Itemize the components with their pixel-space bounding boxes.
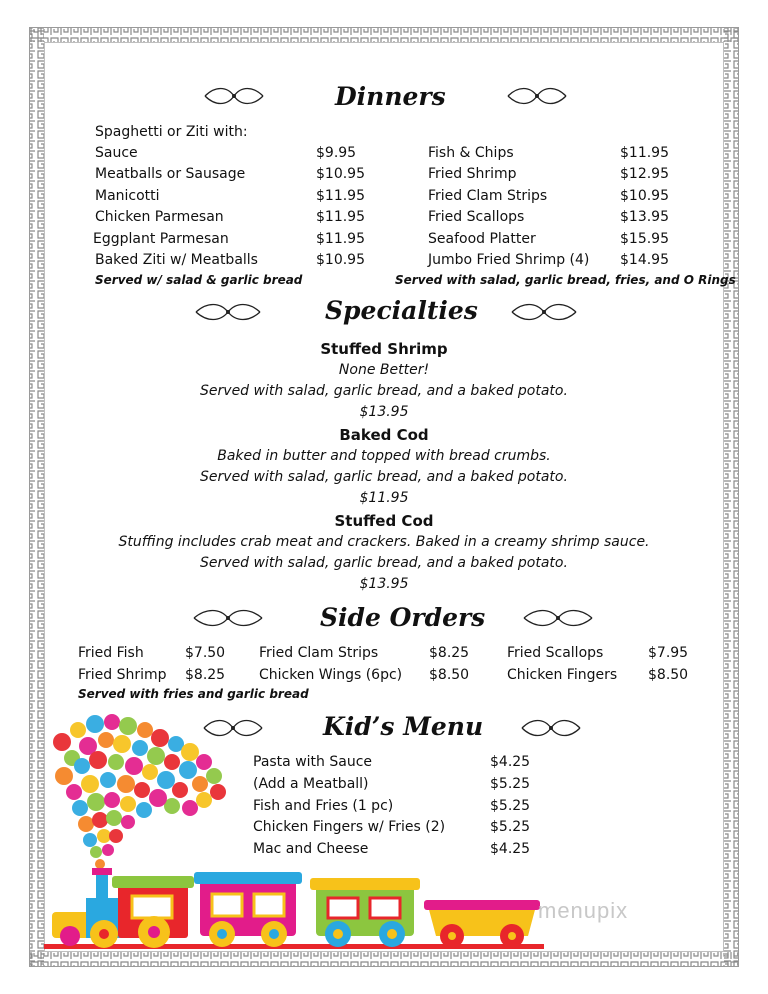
menu-item-name: Fish and Fries (1 pc)	[253, 798, 394, 814]
flourish-icon	[506, 84, 568, 108]
menu-item-name: Seafood Platter	[428, 231, 536, 247]
flourish-icon	[192, 606, 264, 630]
menu-item-price: $8.25	[185, 667, 226, 683]
menu-item-name: Chicken Wings (6pc)	[259, 667, 403, 683]
flourish-icon	[194, 300, 262, 324]
specialty-price: $13.95	[359, 404, 409, 420]
menu-item-price: $14.95	[620, 252, 669, 268]
flourish-icon	[520, 716, 582, 740]
menu-item-name: Meatballs or Sausage	[95, 166, 246, 182]
menu-item-price: $15.95	[620, 231, 669, 247]
side-orders-heading: Side Orders	[320, 603, 486, 632]
menu-item-price: $11.95	[316, 209, 365, 225]
watermark-text: menupix	[538, 898, 629, 923]
menu-item-name: Pasta with Sauce	[253, 754, 373, 770]
specialty-desc: Served with salad, garlic bread, and a baked potato.	[200, 383, 568, 399]
menu-item-price: $4.25	[490, 841, 531, 857]
specialty-desc: Baked in butter and topped with bread crumbs.	[217, 448, 551, 464]
specialty-price: $11.95	[359, 490, 409, 506]
specialty-name: Baked Cod	[339, 426, 429, 444]
menu-item-price: $5.25	[490, 819, 531, 835]
menu-item-name: Fried Clam Strips	[259, 645, 379, 661]
menu-item-name: Sauce	[95, 145, 138, 161]
side-orders-note: Served with fries and garlic bread	[78, 687, 309, 701]
specialties-heading: Specialties	[325, 296, 478, 325]
menu-item-name: Fried Shrimp	[78, 667, 167, 683]
menu-item-price: $5.25	[490, 798, 531, 814]
specialty-name: Stuffed Cod	[334, 512, 434, 530]
menu-item-name: Chicken Fingers w/ Fries (2)	[253, 819, 446, 835]
kids-menu-heading: Kid’s Menu	[323, 712, 484, 741]
flourish-icon	[202, 716, 264, 740]
train-car-green	[310, 878, 420, 947]
menu-item-price: $13.95	[620, 209, 669, 225]
menu-item-name: Baked Ziti w/ Meatballs	[95, 252, 258, 268]
menu-item-name: Mac and Cheese	[253, 841, 369, 857]
menu-item-price: $8.50	[429, 667, 470, 683]
menu-item-price: $10.95	[620, 188, 669, 204]
menu-item-name: Chicken Parmesan	[95, 209, 224, 225]
menu-item-name: Eggplant Parmesan	[93, 231, 229, 247]
menu-item-price: $9.95	[316, 145, 357, 161]
menu-item-price: $7.50	[185, 645, 226, 661]
menu-item-price: $12.95	[620, 166, 669, 182]
specialty-desc: Served with salad, garlic bread, and a baked potato.	[200, 555, 568, 571]
specialty-desc: Served with salad, garlic bread, and a baked potato.	[200, 469, 568, 485]
menu-item-price: $5.25	[490, 776, 531, 792]
menu-item-name: (Add a Meatball)	[253, 776, 369, 792]
train-car-pink	[194, 872, 302, 947]
menu-item-name: Fried Scallops	[428, 209, 525, 225]
specialty-price: $13.95	[359, 576, 409, 592]
menu-item-name: Fish & Chips	[428, 145, 514, 161]
specialty-desc: None Better!	[338, 362, 430, 378]
menu-item-price: $4.25	[490, 754, 531, 770]
menu-item-name: Chicken Fingers	[507, 667, 618, 683]
dinners-left-note: Served w/ salad & garlic bread	[95, 273, 303, 287]
menu-item-name: Fried Shrimp	[428, 166, 517, 182]
menu-item-price: $11.95	[316, 188, 365, 204]
menu-item-price: $8.25	[429, 645, 470, 661]
flourish-icon	[522, 606, 594, 630]
dinners-intro: Spaghetti or Ziti with:	[95, 124, 248, 140]
confetti-smoke	[53, 714, 226, 869]
menu-item-name: Fried Clam Strips	[428, 188, 548, 204]
menu-item-price: $11.95	[620, 145, 669, 161]
train-engine	[52, 868, 194, 948]
specialty-desc: Stuffing includes crab meat and crackers. Baked in a creamy shrimp sauce.	[118, 534, 650, 550]
menu-item-name: Fried Fish	[78, 645, 144, 661]
dinners-heading: Dinners	[335, 82, 446, 111]
menu-item-name: Jumbo Fried Shrimp (4)	[428, 252, 590, 268]
menu-item-price: $7.95	[648, 645, 689, 661]
specialty-name: Stuffed Shrimp	[320, 340, 448, 358]
train-car-yellow	[424, 900, 540, 948]
menu-item-name: Manicotti	[95, 188, 160, 204]
menu-item-name: Fried Scallops	[507, 645, 604, 661]
menu-item-price: $10.95	[316, 166, 365, 182]
menu-item-price: $8.50	[648, 667, 689, 683]
menu-item-price: $10.95	[316, 252, 365, 268]
menu-item-price: $11.95	[316, 231, 365, 247]
flourish-icon	[510, 300, 578, 324]
dinners-right-note: Served with salad, garlic bread, fries, and O Rings	[395, 273, 736, 287]
flourish-icon	[203, 84, 265, 108]
